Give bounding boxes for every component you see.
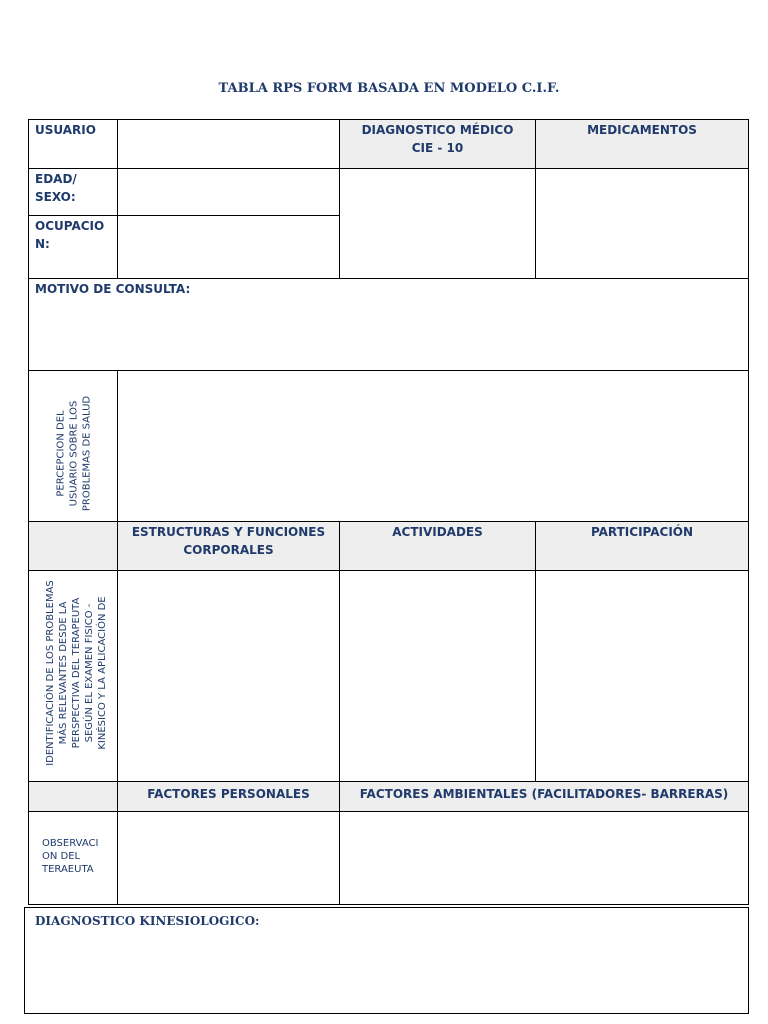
observacion-label-cell — [28, 811, 118, 905]
sexo-label: SEXO: — [35, 190, 76, 204]
estructuras-line1: ESTRUCTURAS Y FUNCIONES — [131, 525, 326, 539]
factores-personales-input-cell[interactable] — [117, 811, 340, 905]
identificacion-line5: KINÉSICO Y LA APLICACIÓN DE — [97, 596, 108, 750]
identificacion-label-cell — [28, 570, 118, 782]
actividades-label: ACTIVIDADES — [392, 525, 483, 539]
observacion-line1: OBSERVACI — [42, 838, 99, 849]
percepcion-label — [55, 379, 94, 529]
ocupacion-label-cell — [28, 215, 118, 279]
usuario-label-cell — [28, 119, 118, 169]
ocupacion-label-line2: N: — [35, 237, 50, 251]
diagnostico-medico-input-cell[interactable] — [339, 168, 536, 279]
factores-header-blank — [28, 781, 118, 812]
actividades-header — [339, 521, 536, 571]
ocupacion-input-cell[interactable] — [117, 215, 340, 279]
observacion-label — [42, 837, 98, 876]
factores-ambientales-input-cell[interactable] — [339, 811, 749, 905]
factores-ambientales-header — [339, 781, 749, 812]
diagnostico-medico-line1: DIAGNOSTICO MÉDICO — [361, 123, 514, 137]
page-title: TABLA RPS FORM BASADA EN MODELO C.I.F. — [218, 81, 560, 96]
identificacion-line2: MÁS RELEVANTES DESDE LA — [58, 601, 69, 745]
diagnostico-kinesiologico-label: DIAGNOSTICO KINESIOLOGICO: — [35, 914, 260, 928]
usuario-label: USUARIO — [35, 123, 96, 137]
usuario-input-cell[interactable] — [117, 119, 340, 169]
medicamentos-label: MEDICAMENTOS — [587, 123, 697, 137]
identificacion-line4: SEGÚN EL EXAMEN FISICO - — [84, 603, 95, 743]
percepcion-line2: USUARIO SOBRE LOS — [68, 400, 80, 507]
actividades-input-cell[interactable] — [339, 570, 536, 782]
factores-personales-label: FACTORES PERSONALES — [147, 787, 310, 801]
identificacion-line3: PERSPECTIVA DEL TERAPEUTA — [71, 597, 82, 749]
identificacion-line1: IDENTIFICACIÓN DE LOS PROBLEMAS — [45, 580, 56, 766]
participacion-label: PARTICIPACIÓN — [590, 525, 694, 539]
estructuras-line2: CORPORALES — [183, 543, 274, 557]
medicamentos-header — [535, 119, 749, 169]
identificacion-label — [44, 573, 112, 773]
percepcion-line1: PERCEPCION DEL — [55, 410, 67, 497]
percepcion-label-cell — [28, 370, 118, 522]
participacion-input-cell[interactable] — [535, 570, 749, 782]
ocupacion-label-line1: OCUPACIO — [35, 219, 105, 233]
motivo-consulta-cell[interactable] — [28, 278, 749, 371]
estructuras-header — [117, 521, 340, 571]
participacion-header — [535, 521, 749, 571]
edad-sexo-label-cell — [28, 168, 118, 216]
diagnostico-medico-line2: CIE - 10 — [411, 141, 464, 155]
medicamentos-input-cell[interactable] — [535, 168, 749, 279]
edad-label: EDAD/ — [35, 172, 77, 186]
observacion-line2: ON DEL — [42, 851, 81, 862]
edad-sexo-input-cell[interactable] — [117, 168, 340, 216]
cif-header-blank — [28, 521, 118, 571]
percepcion-input-cell[interactable] — [117, 370, 749, 522]
estructuras-input-cell[interactable] — [117, 570, 340, 782]
motivo-consulta-label: MOTIVO DE CONSULTA: — [35, 282, 191, 296]
percepcion-line3: PROBLEMAS DE SALUD — [81, 395, 93, 512]
factores-personales-header — [117, 781, 340, 812]
diagnostico-kinesiologico-cell[interactable] — [24, 907, 749, 1014]
observacion-line3: TERAEUTA — [42, 864, 94, 875]
diagnostico-medico-header — [339, 119, 536, 169]
factores-ambientales-label: FACTORES AMBIENTALES (FACILITADORES- BARRERAS) — [359, 787, 729, 801]
